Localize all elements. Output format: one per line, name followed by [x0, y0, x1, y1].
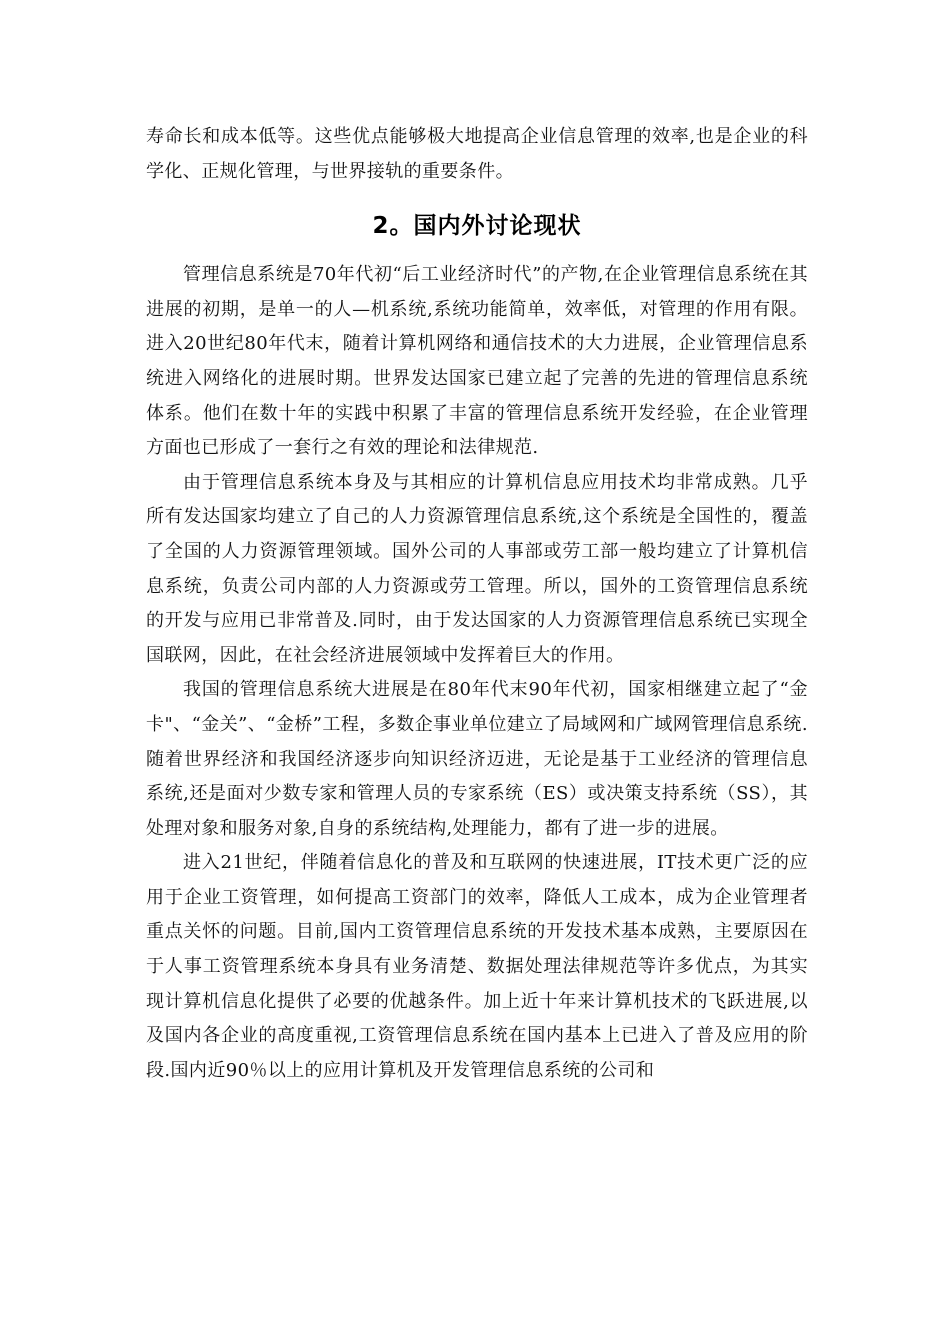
section-heading: 2。国内外讨论现状	[372, 213, 582, 240]
paragraph-1: 管理信息系统是70年代初“后工业经济时代”的产物,在企业管理信息系统在其进展的初期，是单一的人—机系统,系统功能简单，效率低，对管理的作用有限。进入20世纪80年代末，随着计算机网络和通信技术的大力进展，企业管理信息系统进入网络化的进展时期。世界发达国家已建立起了完善的先进的管理信息系统体系。他们在数十年的实践中积累了丰富的管理信息系统开发经验，在企业管理方面也已形成了一套行之有效的理论和法律规范.	[146, 264, 808, 459]
document-body	[146, 120, 808, 1088]
paragraph-3: 我国的管理信息系统大进展是在80年代末90年代初，国家相继建立起了“金卡"、“金关”、“金桥”工程，多数企事业单位建立了局域网和广域网管理信息系统.随着世界经济和我国经济逐步向知识经济迈进，无论是基于工业经济的管理信息系统,还是面对少数专家和管理人员的专家系统（ES）或决策支持系统（SS），其处理对象和服务对象,自身的系统结构,处理能力，都有了进一步的进展。	[146, 679, 808, 839]
opening-paragraph: 寿命长和成本低等。这些优点能够极大地提高企业信息管理的效率,也是企业的科学化、正规化管理，与世界接轨的重要条件。	[146, 126, 808, 182]
paragraph-4: 进入21世纪，伴随着信息化的普及和互联网的快速进展，IT技术更广泛的应用于企业工资管理，如何提高工资部门的效率，降低人工成本，成为企业管理者重点关怀的问题。目前,国内工资管理信息系统的开发技术基本成熟，主要原因在于人事工资管理系统本身具有业务清楚、数据处理法律规范等许多优点，为其实现计算机信息化提供了必要的优越条件。加上近十年来计算机技术的飞跃进展,以及国内各企业的高度重视,工资管理信息系统在国内基本上已进入了普及应用的阶段.国内近90％以上的应用计算机及开发管理信息系统的公司和	[146, 852, 808, 1081]
paragraph-2: 由于管理信息系统本身及与其相应的计算机信息应用技术均非常成熟。几乎所有发达国家均建立了自己的人力资源管理信息系统,这个系统是全国性的，覆盖了全国的人力资源管理领域。国外公司的人事部或劳工部一般均建立了计算机信息系统，负责公司内部的人力资源或劳工管理。所以，国外的工资管理信息系统的开发与应用已非常普及.同时，由于发达国家的人力资源管理信息系统已实现全国联网，因此，在社会经济进展领域中发挥着巨大的作用。	[146, 471, 808, 666]
